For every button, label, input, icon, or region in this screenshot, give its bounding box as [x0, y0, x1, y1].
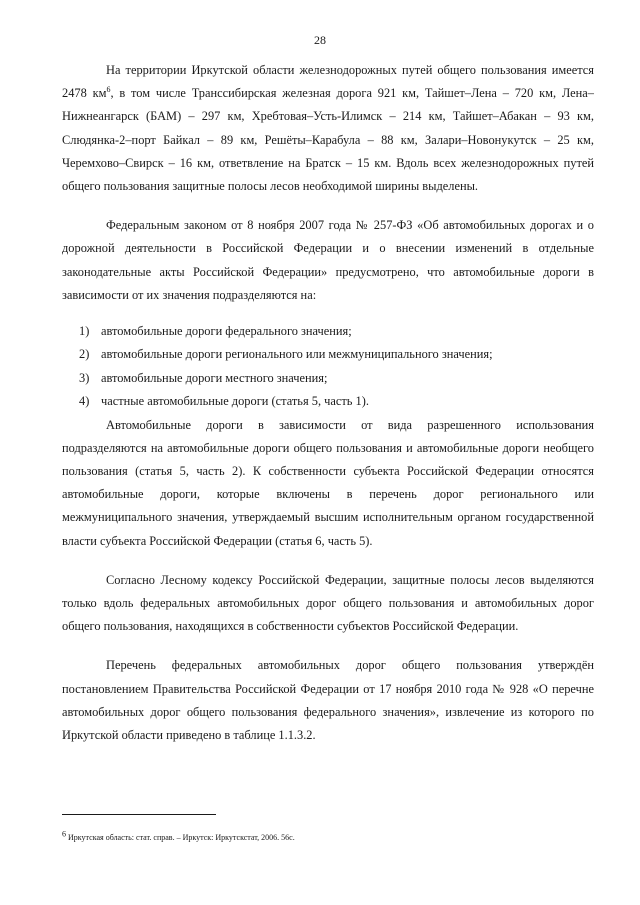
footnote-reference[interactable]: 6	[106, 85, 111, 95]
list-item-text: автомобильные дороги местного значения;	[101, 370, 328, 385]
footnote-mark: 6	[62, 829, 66, 839]
list-item	[62, 390, 594, 413]
list-item-number: 2)	[79, 347, 90, 362]
footnote-separator	[62, 814, 216, 815]
road-types-list	[62, 320, 594, 414]
list-item-text: частные автомобильные дороги (статья 5, часть 1).	[101, 394, 369, 409]
list-item-number: 4)	[79, 394, 90, 409]
list-item	[62, 320, 594, 343]
paragraph-railways	[62, 59, 594, 198]
list-item-number: 1)	[79, 324, 90, 339]
page-number: 28	[314, 33, 326, 47]
list-item-text: автомобильные дороги федерального значения;	[101, 324, 352, 339]
paragraph-railways-start: На территории Иркутской области железнодорожных путей общего пользования имеется 2478 км	[62, 63, 594, 101]
paragraph-forest-code: Согласно Лесному кодексу Российской Федерации, защитные полосы лесов выделяются только вдоль федеральных автомобильных дорог общего пользования и автомобильных дорог общего пользования, находящихся в собственности субъектов Российской Федерации.	[62, 572, 594, 634]
list-item-number: 3)	[79, 370, 90, 385]
list-item	[62, 367, 594, 390]
paragraph-federal-law: Федеральным законом от 8 ноября 2007 года № 257-ФЗ «Об автомобильных дорогах и о дорожной деятельности в Российской Федерации и о внесении изменений в отдельные законодательные акты Российской Федерации» предусмотрено, что автомобильные дороги в зависимости от их значения подразделяются на:	[62, 218, 594, 302]
paragraph-railways-rest: , в том числе Транссибирская железная дорога 921 км, Тайшет–Лена – 720 км, Лена–Нижнеангарск (БАМ) – 297 км, Хребтовая–Усть-Илимск – 214 км, Тайшет–Абакан – 93 км, Слюдянка-2–порт Байкал – 89 км, Решёты–Карабула – 88 км, Залари–Новонукутск – 25 км, Черемхово–Свирск – 16 км, ответвление на Братск – 15 км. Вдоль всех железнодорожных путей общего пользования защитные полосы лесов необходимой ширины выделены.	[62, 86, 594, 194]
footnote-text: Иркутская область: стат. справ. – Иркутск: Иркутскстат, 2006. 56с.	[66, 833, 295, 842]
list-item-text: автомобильные дороги регионального или межмуниципального значения;	[101, 347, 493, 362]
footnote	[62, 829, 594, 843]
paragraph-road-usage: Автомобильные дороги в зависимости от вида разрешенного использования подразделяются на автомобильные дороги общего пользования и автомобильные дороги необщего пользования (статья 5, часть 2). К собственности субъекта Российской Федерации относятся автомобильные дороги, которые включены в перечень дорог регионального или межмуниципального значения, утверждаемый высшим исполнительным органом государственной власти субъекта Российской Федерации (статья 6, часть 5).	[62, 417, 594, 548]
paragraph-road-list: Перечень федеральных автомобильных дорог общего пользования утверждён постановлением Правительства Российской Федерации от 17 ноября 2010 года № 928 «О перечне автомобильных дорог общего пользования федерального значения», извлечение из которого по Иркутской области приведено в таблице 1.1.3.2.	[62, 658, 594, 743]
list-item	[62, 343, 594, 366]
document-body	[62, 59, 594, 747]
